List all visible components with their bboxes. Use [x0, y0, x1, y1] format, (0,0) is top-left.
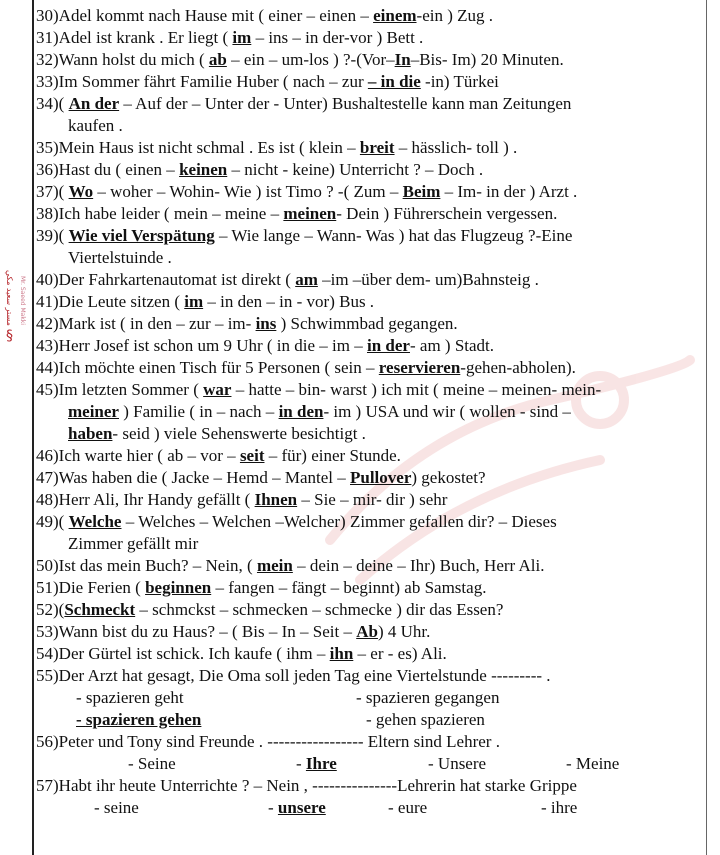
question-body: [59, 357, 706, 379]
answer-text: mein: [256, 556, 293, 575]
question-row: [36, 731, 706, 753]
answer-text: ihn: [329, 644, 354, 663]
option-text: - gehen spazieren: [366, 710, 485, 729]
question-body: [59, 203, 706, 225]
question-text: Zimmer gefällt mir: [68, 534, 199, 553]
question-number: 35): [36, 138, 59, 157]
question-text: – dein – deine – Ihr) Buch, Herr Ali.: [292, 556, 545, 575]
question-row: [36, 137, 706, 159]
right-margin-line: [706, 0, 707, 855]
question-number: 41): [36, 292, 59, 311]
options-row: [36, 709, 706, 731]
answer-text: meinen: [283, 204, 337, 223]
answer-text: war: [203, 380, 232, 399]
side-logo-title: مستر سعيد مكي: [5, 270, 14, 326]
question-text: –im –über dem- um)Bahnsteig .: [317, 270, 539, 289]
question-list: [36, 5, 706, 819]
answer-text: in der: [367, 336, 410, 355]
question-text: Mark ist ( in den – zur – im-: [58, 314, 256, 333]
question-row: [36, 71, 706, 93]
question-text: - im ) USA und wir ( wollen - sind –: [323, 402, 571, 421]
question-text: Hast du ( einen –: [58, 160, 180, 179]
option-text: - Seine: [128, 754, 176, 773]
question-body: [59, 27, 706, 49]
question-text: Adel kommt nach Hause mit ( einer – einen –: [58, 6, 374, 25]
question-text: Ich möchte einen Tisch für 5 Personen ( sein –: [58, 358, 379, 377]
options-row: [36, 687, 706, 709]
question-text: -ein ) Zug .: [416, 6, 494, 25]
left-margin-line: [32, 0, 34, 855]
question-text: – woher – Wohin- Wie ) ist Timo ? -( Zum –: [93, 182, 403, 201]
answer-text: reservieren: [378, 358, 461, 377]
question-number: 31): [36, 28, 59, 47]
question-text: Ich habe leider ( mein – meine –: [58, 204, 284, 223]
answer-text: am: [295, 270, 318, 289]
question-text: – nicht - keine) Unterricht ? – Doch .: [227, 160, 484, 179]
answer-text: Ihre: [305, 754, 337, 773]
question-text: – Auf der – Unter der - Unter) Bushaltestelle kann man Zeitungen: [119, 94, 572, 113]
answer-text: Beim: [402, 182, 441, 201]
answer-text: beginnen: [145, 578, 212, 597]
question-text: Adel ist krank . Er liegt (: [58, 28, 233, 47]
question-number: 39): [36, 226, 59, 245]
question-row: [36, 269, 706, 291]
question-row: [36, 643, 706, 665]
question-text: Wann holst du mich (: [58, 50, 209, 69]
question-text: -gehen-abholen).: [460, 358, 576, 377]
question-body: [59, 731, 706, 753]
option-text: - ihre: [541, 798, 578, 817]
question-text: – schmckst – schmecken – schmecke ) dir das Essen?: [135, 600, 504, 619]
question-number: 53): [36, 622, 59, 641]
answer-text: in den: [278, 402, 324, 421]
logo-mark-icon: §: [6, 328, 13, 344]
question-row: [36, 203, 706, 225]
question-text: Peter und Tony sind Freunde . ----------------- Eltern sind Lehrer .: [58, 732, 500, 751]
question-body: [59, 269, 706, 291]
question-text: Der Fahrkartenautomat ist direkt (: [58, 270, 296, 289]
question-text: Wann bist du zu Haus? – ( Bis – In – Seit –: [58, 622, 357, 641]
answer-text: haben: [68, 424, 113, 443]
question-text: – ein – um-los ) ?-(Vor–: [226, 50, 395, 69]
side-logo: [0, 270, 30, 344]
question-text: Mein Haus ist nicht schmal . Es ist ( klein –: [58, 138, 360, 157]
question-body: [59, 93, 706, 115]
question-number: 52): [36, 600, 59, 619]
question-text: Herr Ali, Ihr Handy gefällt (: [58, 490, 255, 509]
question-body: [59, 643, 706, 665]
question-text: (: [58, 226, 69, 245]
question-text: kaufen .: [68, 116, 123, 135]
question-row: [36, 357, 706, 379]
question-row: [36, 291, 706, 313]
question-text: - seid ) viele Sehenswerte besichtigt .: [112, 424, 366, 443]
question-number: 56): [36, 732, 59, 751]
question-text: - Dein ) Führerschein vergessen.: [336, 204, 558, 223]
option-text: - Unsere: [428, 754, 487, 773]
question-number: 43): [36, 336, 59, 355]
question-row: [36, 489, 706, 511]
question-row: [36, 599, 706, 621]
question-continuation: [36, 247, 706, 269]
question-number: 47): [36, 468, 59, 487]
option-text: - Meine: [566, 754, 620, 773]
question-text: - am ) Stadt.: [409, 336, 495, 355]
question-text: – fangen – fängt – beginnt) ab Samstag.: [211, 578, 487, 597]
question-continuation: [36, 423, 706, 445]
answer-text: Wie viel Verspätung: [68, 226, 215, 245]
question-number: 40): [36, 270, 59, 289]
question-body: [59, 313, 706, 335]
question-body: [59, 181, 706, 203]
question-text: ) gekostet?: [411, 468, 486, 487]
question-text: (: [58, 600, 65, 619]
question-number: 55): [36, 666, 59, 685]
answer-text: Welche: [68, 512, 122, 531]
question-number: 46): [36, 446, 59, 465]
options-row: [36, 753, 706, 775]
question-row: [36, 313, 706, 335]
question-row: [36, 665, 706, 687]
question-text: -in) Türkei: [420, 72, 499, 91]
question-text: – Welches – Welchen –Welcher) Zimmer gefallen dir? – Dieses: [121, 512, 557, 531]
question-number: 30): [36, 6, 59, 25]
question-text: – Sie – mir- dir ) sehr: [297, 490, 448, 509]
question-body: [59, 49, 706, 71]
question-text: Viertelstuinde .: [68, 248, 172, 267]
option-text: - Ihre: [296, 754, 337, 773]
question-continuation: [36, 401, 706, 423]
question-text: Im letzten Sommer (: [58, 380, 204, 399]
option-text: - unsere: [268, 798, 326, 817]
answer-text: im: [232, 28, 252, 47]
question-body: [59, 775, 706, 797]
question-number: 51): [36, 578, 59, 597]
question-body: [59, 555, 706, 577]
options-row: [36, 797, 706, 819]
question-row: [36, 555, 706, 577]
question-body: [59, 71, 706, 93]
question-text: – hässlich- toll ) .: [394, 138, 518, 157]
question-body: [59, 225, 706, 247]
answer-text: keinen: [179, 160, 228, 179]
question-body: [59, 621, 706, 643]
question-body: [59, 379, 706, 401]
option-text: - spazieren gehen: [76, 710, 202, 729]
question-body: [59, 137, 706, 159]
answer-text: In: [394, 50, 411, 69]
question-body: [59, 445, 706, 467]
answer-text: ins: [255, 314, 277, 333]
question-text: (: [58, 512, 69, 531]
answer-text: im: [184, 292, 204, 311]
question-text: – ins – in der-vor ) Bett .: [251, 28, 424, 47]
question-text: – Im- in der ) Arzt .: [440, 182, 578, 201]
question-number: 54): [36, 644, 59, 663]
question-number: 48): [36, 490, 59, 509]
question-row: [36, 335, 706, 357]
answer-text: Ab: [356, 622, 378, 641]
question-row: [36, 181, 706, 203]
question-text: – er - es) Ali.: [353, 644, 447, 663]
question-body: [59, 511, 706, 533]
question-text: Herr Josef ist schon um 9 Uhr ( in die – im –: [58, 336, 367, 355]
question-row: [36, 511, 706, 533]
answer-text: meiner: [68, 402, 119, 421]
question-body: [59, 159, 706, 181]
answer-text: Schmeckt: [64, 600, 136, 619]
answer-text: unsere: [277, 798, 326, 817]
answer-text: ab: [208, 50, 227, 69]
option-text: - seine: [94, 798, 139, 817]
question-text: ) Familie ( in – nach –: [118, 402, 279, 421]
question-body: [59, 291, 706, 313]
question-number: 45): [36, 380, 59, 399]
answer-text: Wo: [68, 182, 94, 201]
question-number: 42): [36, 314, 59, 333]
question-row: [36, 93, 706, 115]
question-text: Der Arzt hat gesagt, Die Oma soll jeden Tag eine Viertelstunde --------- .: [58, 666, 551, 685]
question-row: [36, 49, 706, 71]
question-text: Ich warte hier ( ab – vor –: [58, 446, 240, 465]
question-number: 33): [36, 72, 59, 91]
side-logo-subtitle: Mr. Saeed Makki: [19, 276, 26, 325]
answer-text: spazieren gehen: [85, 710, 202, 729]
question-row: [36, 159, 706, 181]
question-text: ) 4 Uhr.: [377, 622, 431, 641]
question-body: [59, 489, 706, 511]
question-text: ) Schwimmbad gegangen.: [276, 314, 458, 333]
question-body: [59, 577, 706, 599]
question-number: 38): [36, 204, 59, 223]
answer-text: seit: [239, 446, 265, 465]
option-text: - spazieren gegangen: [356, 688, 500, 707]
question-continuation: [36, 533, 706, 555]
question-number: 44): [36, 358, 59, 377]
question-row: [36, 775, 706, 797]
option-text: - eure: [388, 798, 428, 817]
question-number: 34): [36, 94, 59, 113]
question-text: (: [58, 94, 69, 113]
question-text: –Bis- Im) 20 Minuten.: [410, 50, 564, 69]
answer-text: Ihnen: [254, 490, 298, 509]
question-number: 36): [36, 160, 59, 179]
question-body: [59, 467, 706, 489]
question-text: – Wie lange – Wann- Was ) hat das Flugzeug ?-Eine: [214, 226, 573, 245]
question-text: Im Sommer fährt Familie Huber ( nach – zur: [58, 72, 368, 91]
question-text: Die Leute sitzen (: [58, 292, 185, 311]
question-number: 32): [36, 50, 59, 69]
question-row: [36, 577, 706, 599]
question-number: 50): [36, 556, 59, 575]
answer-text: An der: [68, 94, 120, 113]
question-number: 49): [36, 512, 59, 531]
question-row: [36, 379, 706, 401]
question-row: [36, 225, 706, 247]
answer-text: – in die: [367, 72, 421, 91]
option-text: - spazieren geht: [76, 688, 184, 707]
question-body: [59, 599, 706, 621]
question-text: – hatte – bin- warst ) ich mit ( meine – meinen- mein-: [231, 380, 602, 399]
answer-text: Pullover: [350, 468, 412, 487]
question-text: – für) einer Stunde.: [264, 446, 401, 465]
question-continuation: [36, 115, 706, 137]
question-row: [36, 621, 706, 643]
question-text: Was haben die ( Jacke – Hemd – Mantel –: [58, 468, 350, 487]
answer-text: breit: [359, 138, 395, 157]
question-text: Habt ihr heute Unterrichte ? – Nein , ---------------Lehrerin hat starke Grippe: [58, 776, 577, 795]
question-row: [36, 445, 706, 467]
question-text: Ist das mein Buch? – Nein, (: [58, 556, 257, 575]
question-row: [36, 27, 706, 49]
question-row: [36, 5, 706, 27]
question-body: [59, 665, 706, 687]
question-row: [36, 467, 706, 489]
question-text: Der Gürtel ist schick. Ich kaufe ( ihm –: [58, 644, 330, 663]
question-number: 57): [36, 776, 59, 795]
question-body: [59, 5, 706, 27]
question-text: Die Ferien (: [58, 578, 146, 597]
question-text: (: [58, 182, 69, 201]
question-text: – in den – in - vor) Bus .: [203, 292, 375, 311]
question-body: [59, 335, 706, 357]
question-number: 37): [36, 182, 59, 201]
answer-text: einem: [373, 6, 417, 25]
